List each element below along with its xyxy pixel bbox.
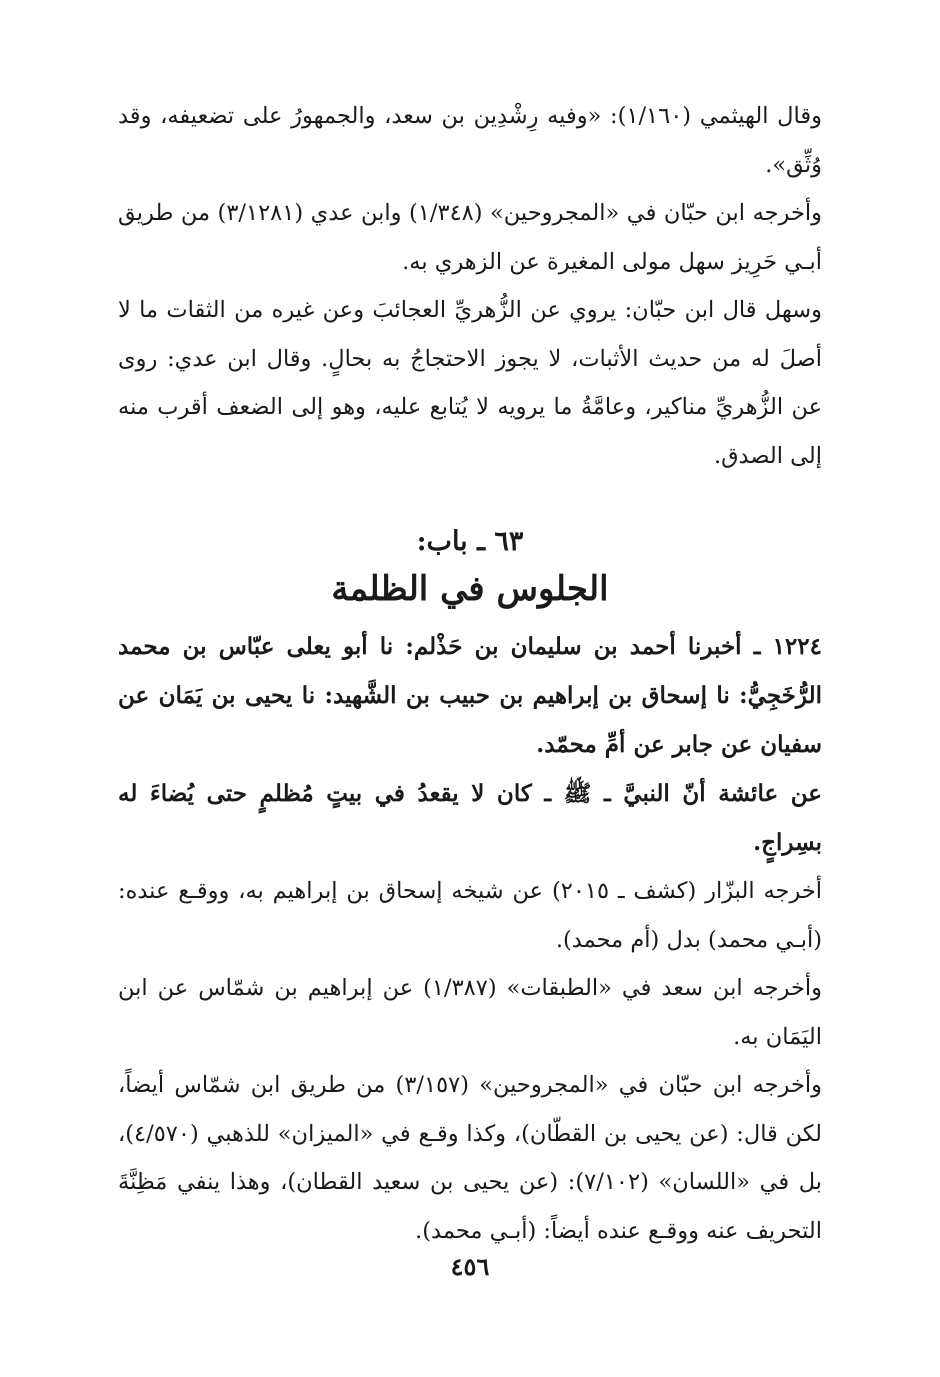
footnote-paragraph: وسهل قال ابن حبّان: يروي عن الزُّهريِّ العجائبَ وعن غيره من الثقات ما لا أصلَ له من حديث الأثبات، لا يجوز الاحتجاجُ به بحالٍ. وقال ابن عدي: روى عن الزُّهريِّ مناكير، وعامَّةُ ما يرويه لا يُتابع عليه، وهو إلى الضعف أقرب منه إلى الصدق. xyxy=(118,297,822,469)
commentary-paragraph: وأخرجه ابن حبّان في «المجروحين» (٣/١٥٧) من طريق ابن شمّاس أيضاً، لكن قال: (عن يحيى بن القطّان)، وكذا وقـع في «الميزان» للذهبي (٤/٥٧٠)، بل في «اللسان» (٧/١٠٢): (عن يحيى بن سعيد القطان)، وهذا ينفي مَظِنَّةَ التحريف عنه ووقـع عنده أيضاً: (أبـي محمد). xyxy=(118,1072,822,1244)
footnote-paragraph: وأخرجه ابن حبّان في «المجروحين» (١/٣٤٨) وابن عدي (٣/١٢٨١) من طريق أبـي حَرِيز سهل مولى المغيرة عن الزهري به. xyxy=(118,200,822,275)
commentary-paragraph: وأخرجه ابن سعد في «الطبقات» (١/٣٨٧) عن إبراهيم بن شمّاس عن ابن اليَمَان به. xyxy=(118,975,822,1050)
chapter-number: ٦٣ ـ باب: xyxy=(416,526,524,557)
footnote-paragraph: وقال الهيثمي (١/١٦٠): «وفيه رِشْدِين بن سعد، والجمهورُ على تضعيفه، وقد وُثِّق». xyxy=(118,103,822,178)
page-number: ٤٥٦ xyxy=(450,1252,490,1281)
chapter-heading xyxy=(118,522,822,616)
hadith-text: عن عائشة أنّ النبيَّ ـ ﷺ ـ كان لا يقعدُ في بيتٍ مُظلمٍ حتى يُضاءَ له بسِراجٍ. xyxy=(118,780,822,856)
hadith-chain: ١٢٢٤ ـ أخبرنا أحمد بن سليمان بن حَذْلم: نا أبو يعلى عبّاس بن محمد الرُّخَجِيُّ: نا إسحاق بن إبراهيم بن حبيب بن الشَّهيد: نا يحيى بن يَمَان عن سفيان عن جابر عن أمِّ محمّد. xyxy=(118,633,822,758)
page-body xyxy=(118,92,822,1255)
commentary-paragraph: أخرجه البزّار (كشف ـ ٢٠١٥) عن شيخه إسحاق بن إبراهيم به، ووقـع عنده: (أبـي محمد) بدل (أم محمد). xyxy=(118,878,822,953)
chapter-title: الجلوس في الظلمة xyxy=(331,569,609,609)
